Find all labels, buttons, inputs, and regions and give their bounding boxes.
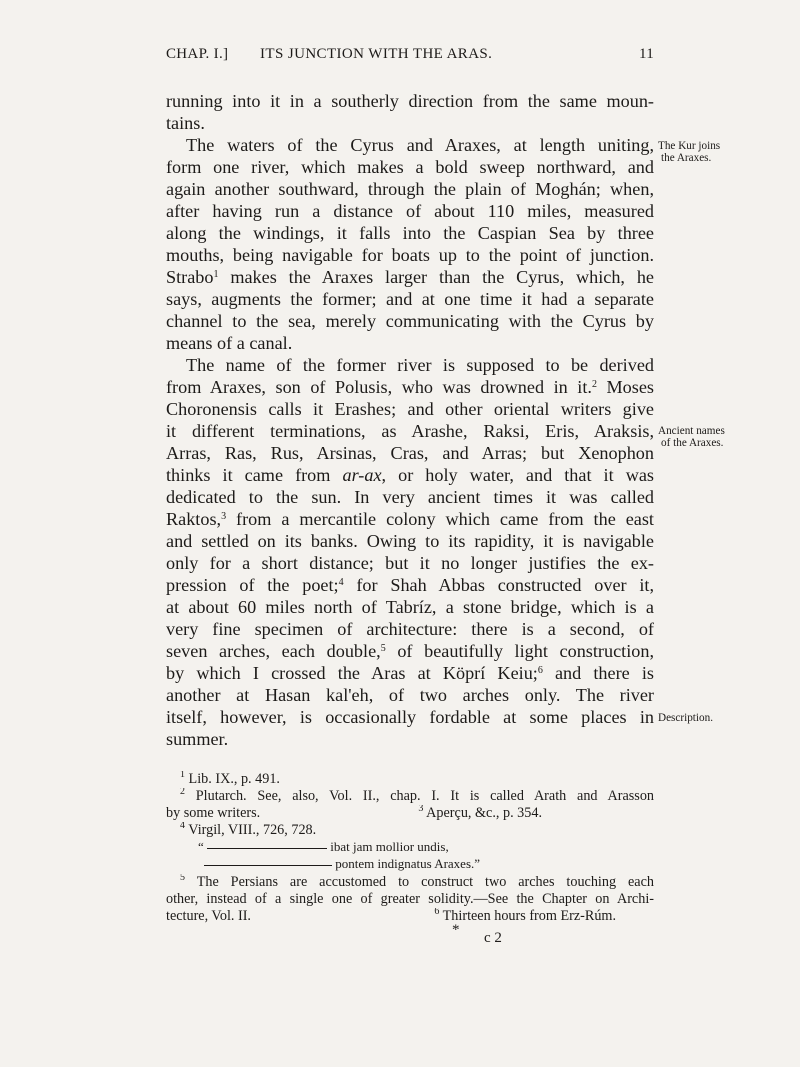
body-line: tains.	[166, 113, 205, 133]
footnote-text: Lib. IX., p. 491.	[188, 771, 280, 787]
footnote-6	[434, 908, 654, 924]
footnote-5	[166, 874, 654, 890]
quote-line-1	[198, 839, 449, 855]
text-run: pression of the poet;	[166, 575, 339, 595]
body-line: running into it in a southerly direction from the same moun-	[166, 91, 654, 111]
signature-mark: c 2	[484, 930, 502, 946]
body-line: it different terminations, as Arashe, Raksi, Eris, Araksis,	[166, 421, 654, 441]
running-header	[166, 46, 654, 68]
body-line: again another southward, through the plain of Moghán; when,	[166, 179, 654, 199]
footnote-text: Aperçu, &c., p. 354.	[426, 805, 542, 821]
body-line	[166, 508, 654, 530]
footnote-number: 5	[180, 874, 185, 883]
footnote-ref: 5	[380, 643, 386, 654]
body-line: mouths, being navigable for boats up to the point of junction.	[166, 245, 654, 265]
body-line: and settled on its banks. Owing to its rapidity, it is navigable	[166, 531, 654, 551]
italic-term: ar-ax	[342, 465, 382, 485]
text-run: from Araxes, son of Polusis, who was drowned in it.	[166, 377, 592, 397]
footnote-number: 1	[180, 771, 185, 780]
body-line: says, augments the former; and at one time it had a separate	[166, 289, 654, 309]
body-line	[166, 662, 654, 684]
text-run: for Shah Abbas constructed over it,	[343, 575, 654, 595]
footnote-ref: 2	[591, 379, 597, 390]
footnote-2	[166, 788, 654, 804]
text-run: of beautifully light construction,	[385, 641, 654, 661]
quote-text: ibat jam mollior undis,	[330, 839, 449, 854]
margin-note-description	[658, 712, 798, 724]
body-line: means of a canal.	[166, 333, 293, 353]
body-line: after having run a distance of about 110 miles, measured	[166, 201, 654, 221]
text-run: and there is	[542, 663, 654, 683]
quote-text: pontem indignatus Araxes.”	[335, 856, 481, 871]
body-line: dedicated to the sun. In very ancient times it was called	[166, 487, 654, 507]
body-line: only for a short distance; but it no longer justifies the ex-	[166, 553, 654, 573]
footnote-text: Virgil, VIII., 726, 728.	[188, 822, 317, 838]
margin-note-line: The Kur joins	[658, 140, 721, 152]
text-run: , or holy water, and that it was	[381, 465, 654, 485]
footnote-1	[166, 771, 654, 787]
footnote-5-end	[166, 908, 654, 924]
body-line: The name of the former river is supposed to be derived	[186, 355, 654, 375]
body-line: Arras, Ras, Rus, Arsinas, Cras, and Arras; but Xenophon	[166, 443, 654, 463]
body-line: another at Hasan kal'eh, of two arches only. The river	[166, 685, 654, 705]
body-line	[166, 464, 654, 486]
body-line: itself, however, is occasionally fordable at some places in	[166, 707, 654, 727]
margin-note-kur-joins	[658, 140, 798, 164]
quote-rule	[204, 865, 332, 866]
body-line: summer.	[166, 729, 229, 749]
margin-note-ancient-names	[658, 425, 798, 449]
body-line: The waters of the Cyrus and Araxes, at length uniting,	[186, 135, 654, 155]
footnote-ref: 6	[537, 665, 543, 676]
body-line: at about 60 miles north of Tabríz, a stone bridge, which is a	[166, 597, 654, 617]
footnote-text: by some writers.	[166, 805, 261, 821]
text-run: Strabo	[166, 267, 214, 287]
margin-note-line: the Araxes.	[661, 152, 712, 164]
footnote-text: The Persians are accustomed to construct two arches touching each	[196, 874, 654, 890]
body-line: form one river, which makes a bold sweep northward, and	[166, 157, 654, 177]
footnote-ref: 1	[213, 269, 219, 280]
page-number: 11	[638, 46, 654, 62]
footnote-number: 3	[418, 805, 424, 814]
footnote-number: 2	[180, 788, 185, 797]
text-run: Moses	[596, 377, 654, 397]
chapter-label: CHAP. I.]	[166, 46, 229, 62]
footnote-4	[166, 822, 654, 838]
footnote-5-cont: other, instead of a single one of greater solidity.—See the Chapter on Archi-	[166, 891, 654, 907]
footnote-text: Thirteen hours from Erz-Rúm.	[442, 908, 616, 924]
footnote-text: tecture, Vol. II.	[166, 908, 251, 924]
body-line	[166, 376, 654, 398]
margin-note-line: of the Araxes.	[661, 437, 724, 449]
text-run: Raktos,	[166, 509, 222, 529]
footnote-text: Plutarch. See, also, Vol. II., chap. I. It is called Arath and Arasson	[195, 788, 654, 804]
footnote-3	[418, 805, 654, 821]
text-run: makes the Araxes larger than the Cyrus, which, he	[218, 267, 654, 287]
body-line	[166, 640, 654, 662]
text-run: thinks it came from	[166, 465, 343, 485]
body-line: along the windings, it falls into the Caspian Sea by three	[166, 223, 654, 243]
footnote-2-cont	[166, 805, 654, 821]
body-line: Choronensis calls it Erashes; and other oriental writers give	[166, 399, 654, 419]
margin-note-line: Ancient names	[658, 425, 725, 437]
quote-rule	[207, 848, 327, 849]
body-line: channel to the sea, merely communicating with the Cyrus by	[166, 311, 654, 331]
quote-mark: “	[198, 839, 204, 854]
text-run: from a mercantile colony which came from the east	[226, 509, 654, 529]
running-title: ITS JUNCTION WITH THE ARAS.	[260, 46, 493, 62]
quote-line-2	[204, 856, 480, 872]
footnote-ref: 4	[338, 577, 344, 588]
signature-star: *	[452, 922, 460, 938]
body-line	[166, 574, 654, 596]
footnote-ref: 3	[221, 511, 227, 522]
body-line: very fine specimen of architecture: there is a second, of	[166, 619, 654, 639]
margin-note-line: Description.	[658, 712, 713, 724]
text-run: by which I crossed the Aras at Köprí Keiu;	[166, 663, 538, 683]
text-run: seven arches, each double,	[166, 641, 381, 661]
footnote-number: 4	[180, 822, 185, 831]
body-line	[166, 266, 654, 288]
footnote-number: 6	[434, 908, 440, 917]
